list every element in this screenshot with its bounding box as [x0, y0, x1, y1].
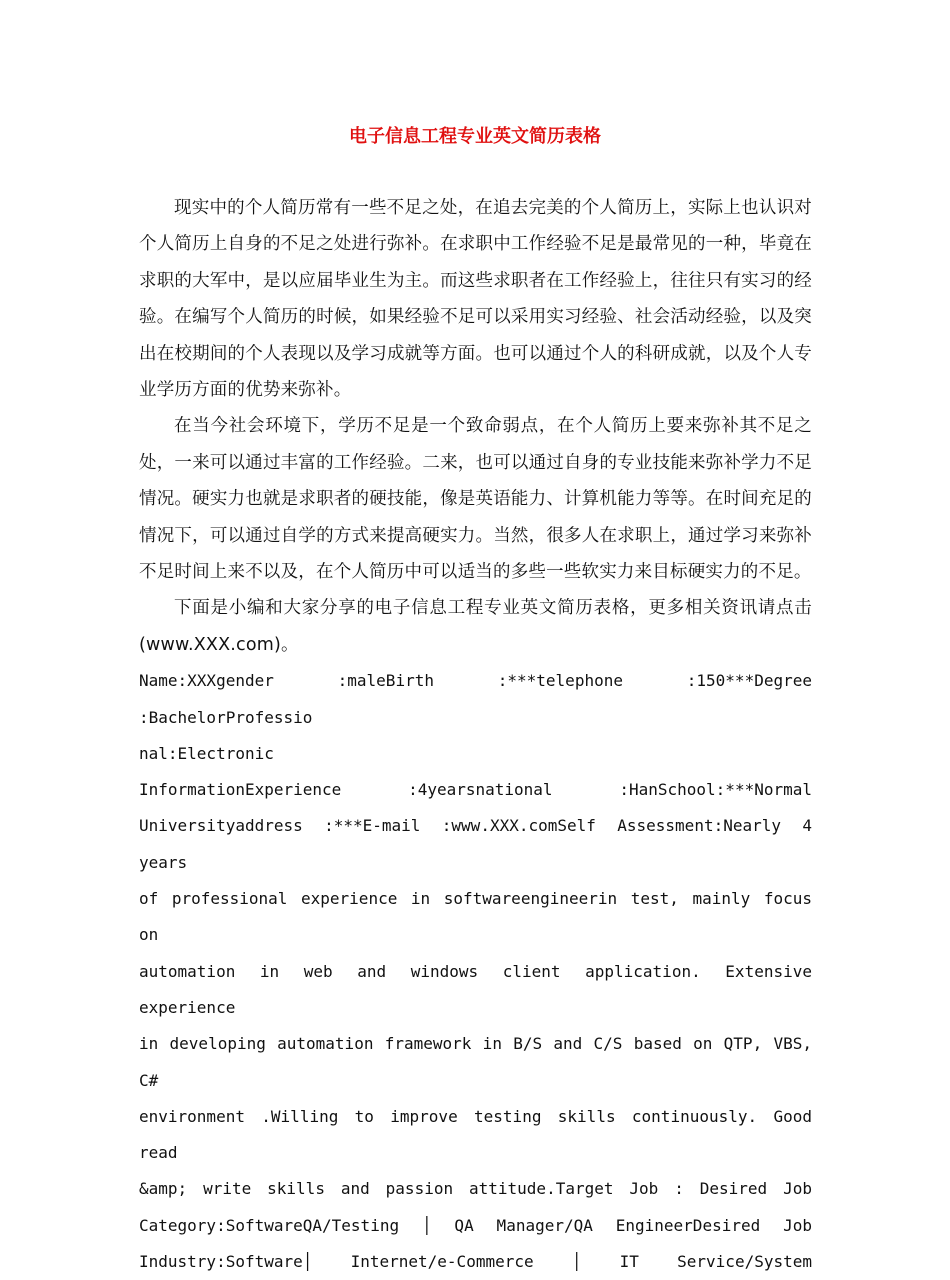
resume-line-4: Universityaddress :***E-mail :www.XXX.comSelf Assessment:Nearly 4 years — [139, 816, 812, 872]
document-body — [139, 190, 812, 1280]
resume-line-1: Name:XXXgender :maleBirth :***telephone :150***Degree :BachelorProfessio — [139, 671, 812, 727]
resume-line-8: environment .Willing to improve testing skills continuously. Good read — [139, 1106, 812, 1163]
resume-line-5: of professional experience in softwareengineerin test, mainly focus on — [139, 889, 812, 945]
resume-text — [139, 663, 812, 1280]
resume-line-3: InformationExperience :4yearsnational :HanSchool:***Normal — [139, 780, 812, 800]
paragraph-1: 现实中的个人简历常有一些不足之处，在追去完美的个人简历上，实际上也认识对个人简历上自身的不足之处进行弥补。在求职中工作经验不足是最常见的一种，毕竟在求职的大军中，是以应届毕业生为主。而这些求职者在工作经验上，往往只有实习的经验。在编写个人简历的时候，如果经验不足可以采用实习经验、社会活动经验，以及突出在校期间的个人表现以及学习成就等方面。也可以通过个人的科研成就，以及个人专业学历方面的优势来弥补。 — [139, 198, 812, 401]
resume-line-9: &amp; write skills and passion attitude.Target Job : Desired Job — [139, 1179, 812, 1199]
resume-line-6: automation in web and windows client application. Extensive experience — [139, 961, 812, 1017]
document-title: 电子信息工程专业英文简历表格 — [349, 126, 601, 147]
paragraph-2: 在当今社会环境下，学历不足是一个致命弱点，在个人简历上要来弥补其不足之处，一来可以通过丰富的工作经验。二来，也可以通过自身的专业技能来弥补学力不足情况。硬实力也就是求职者的硬技能，像是英语能力、计算机能力等等。在时间充足的情况下，可以通过自学的方式来提高硬实力。当然，很多人在求职上，通过学习来弥补不足时间上来不以及，在个人简历中可以适当的多些一些软实力来目标硬实力的不足。 — [139, 416, 812, 583]
resume-line-11: Industry:Software│ Internet/e-Commerce │ IT Service/System — [139, 1252, 812, 1272]
paragraph-3: 下面是小编和大家分享的电子信息工程专业英文简历表格，更多相关资讯请点击(www.XXX.com)。 — [139, 598, 812, 655]
resume-line-2: nal:Electronic — [139, 743, 274, 763]
resume-line-10: Category:SoftwareQA/Testing │ QA Manager/QA EngineerDesired Job — [139, 1215, 812, 1235]
resume-line-7: in developing automation framework in B/S and C/S based on QTP, VBS, C# — [139, 1034, 812, 1090]
